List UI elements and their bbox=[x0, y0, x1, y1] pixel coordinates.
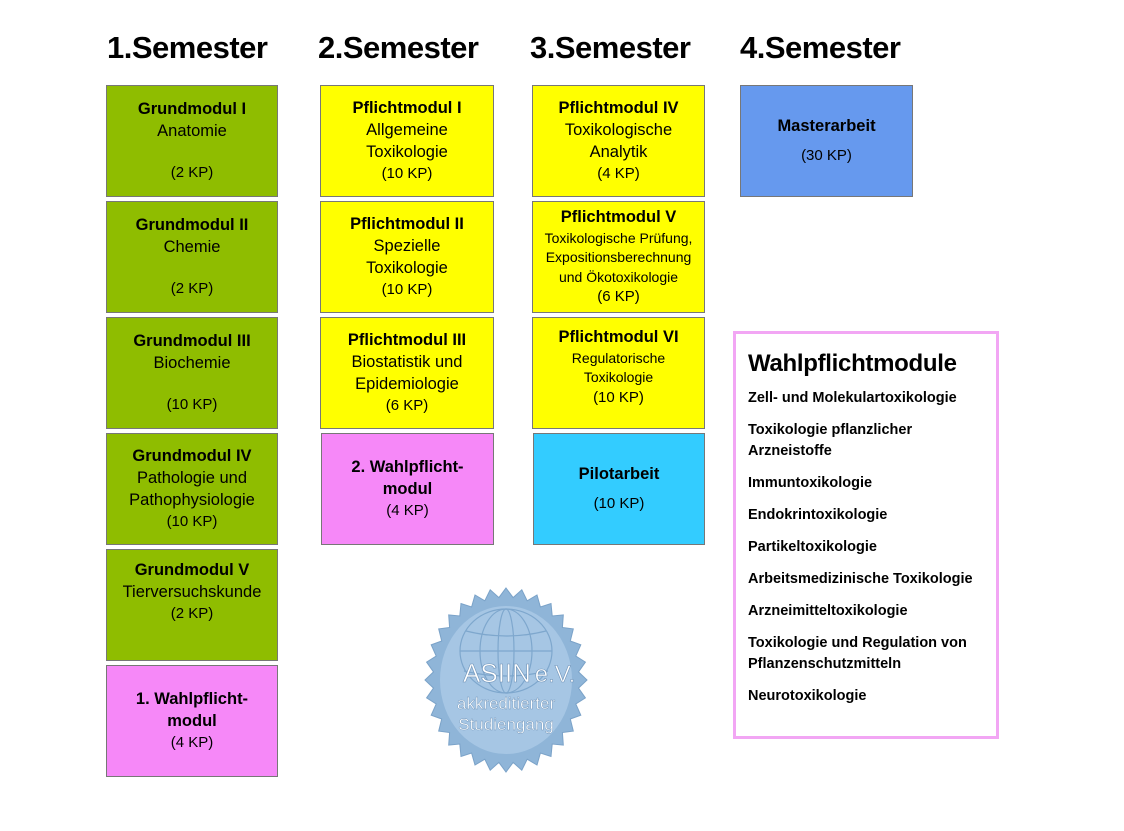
list-item: Arbeitsmedizinische Toxikologie bbox=[748, 571, 973, 587]
module-title: Grundmodul II bbox=[135, 216, 249, 235]
module-masterarbeit bbox=[740, 85, 913, 197]
seal-line-2: Studiengang bbox=[458, 715, 554, 734]
module-credits: (2 KP) bbox=[170, 604, 214, 622]
module-subject: Biostatistik und bbox=[351, 353, 463, 372]
module-credits: (10 KP) bbox=[381, 164, 433, 182]
module-credits: (10 KP) bbox=[381, 280, 433, 298]
module-title: Pflichtmodul III bbox=[347, 331, 467, 350]
module-title: Grundmodul V bbox=[134, 561, 250, 579]
module-credits: (10 KP) bbox=[166, 512, 218, 530]
module-credits: (2 KP) bbox=[170, 279, 214, 297]
wahlpflichtmodule-list bbox=[748, 388, 990, 707]
module-subject: Anatomie bbox=[157, 122, 227, 141]
seal-suffix: e.V. bbox=[534, 661, 576, 688]
list-item: Toxikologie und Regulation von Pflanzenschutzmitteln bbox=[748, 635, 967, 672]
module-title: 1. Wahlpflicht- bbox=[135, 690, 249, 709]
module-subject: Toxikologische bbox=[564, 121, 673, 140]
asiin-accreditation-seal bbox=[424, 587, 588, 773]
wahlpflichtmodule-panel bbox=[733, 331, 999, 739]
module-subject: Toxikologie bbox=[366, 142, 448, 161]
module-grundmodul-4 bbox=[106, 433, 278, 545]
module-wahlpflicht-2 bbox=[321, 433, 494, 545]
module-subject: Toxikologie bbox=[583, 369, 654, 386]
module-grundmodul-2 bbox=[106, 201, 278, 313]
list-item: Neurotoxikologie bbox=[748, 688, 867, 704]
module-grundmodul-5 bbox=[106, 549, 278, 661]
module-title: Grundmodul III bbox=[133, 332, 251, 351]
module-title: Pflichtmodul VI bbox=[558, 328, 679, 346]
list-item: Endokrintoxikologie bbox=[748, 507, 888, 523]
module-title: Masterarbeit bbox=[777, 117, 876, 136]
module-subject: Tierversuchskunde bbox=[122, 582, 262, 601]
module-subject: Expositionsberechnung bbox=[545, 249, 692, 266]
module-pflichtmodul-2 bbox=[320, 201, 494, 313]
module-credits: (30 KP) bbox=[801, 146, 852, 164]
module-grundmodul-3 bbox=[106, 317, 278, 429]
module-subject: Spezielle bbox=[373, 237, 441, 256]
semester-4-heading: 4.Semester bbox=[740, 30, 901, 65]
module-pflichtmodul-6 bbox=[532, 317, 705, 429]
module-pflichtmodul-4 bbox=[532, 85, 705, 197]
list-item: Partikeltoxikologie bbox=[748, 539, 877, 555]
list-item: Zell- und Molekulartoxikologie bbox=[748, 390, 957, 406]
module-credits: (4 KP) bbox=[386, 501, 429, 519]
module-title: 2. Wahlpflicht- bbox=[351, 458, 464, 477]
module-subject: Pathophysiologie bbox=[129, 490, 255, 509]
module-grundmodul-1 bbox=[106, 85, 278, 197]
module-wahlpflicht-1 bbox=[106, 665, 278, 777]
module-pflichtmodul-5 bbox=[532, 201, 705, 313]
module-credits: (4 KP) bbox=[597, 164, 640, 182]
module-subject: und Ökotoxikologie bbox=[558, 268, 679, 285]
module-subject: Allgemeine bbox=[366, 121, 448, 140]
seal-brand: ASIIN bbox=[463, 658, 531, 688]
module-title: Pflichtmodul V bbox=[560, 207, 677, 226]
module-title: Pflichtmodul IV bbox=[558, 99, 679, 118]
module-title: Grundmodul I bbox=[137, 100, 247, 119]
module-title: Pflichtmodul I bbox=[352, 99, 462, 118]
list-item: Arzneimitteltoxikologie bbox=[748, 603, 908, 619]
module-credits: (10 KP) bbox=[593, 388, 644, 406]
wahlpflichtmodule-title: Wahlpflichtmodule bbox=[748, 350, 957, 377]
module-subject: Regulatorische bbox=[571, 349, 666, 366]
semester-1-heading: 1.Semester bbox=[107, 30, 268, 65]
module-title: Pilotarbeit bbox=[578, 465, 660, 484]
module-credits: (4 KP) bbox=[170, 733, 214, 751]
module-credits: (6 KP) bbox=[597, 288, 640, 306]
module-credits: (10 KP) bbox=[593, 494, 645, 512]
semester-2-heading: 2.Semester bbox=[318, 30, 479, 65]
module-subject: Toxikologie bbox=[366, 258, 448, 277]
module-subject: Chemie bbox=[163, 238, 221, 257]
list-item: Immuntoxikologie bbox=[748, 475, 873, 491]
module-subject: Pathologie und bbox=[136, 469, 248, 488]
module-credits: (6 KP) bbox=[385, 396, 429, 414]
seal-line-1: akkreditierter bbox=[456, 694, 556, 713]
module-credits: (2 KP) bbox=[170, 163, 214, 181]
module-title: modul bbox=[167, 712, 217, 731]
module-credits: (10 KP) bbox=[166, 395, 218, 413]
module-pflichtmodul-3 bbox=[320, 317, 494, 429]
module-title: Grundmodul IV bbox=[132, 447, 252, 466]
module-pilotarbeit bbox=[533, 433, 705, 545]
module-subject: Epidemiologie bbox=[355, 374, 459, 393]
module-title: Pflichtmodul II bbox=[350, 215, 464, 234]
semester-3-heading: 3.Semester bbox=[530, 30, 691, 65]
module-subject: Biochemie bbox=[153, 354, 231, 373]
module-title: modul bbox=[382, 480, 433, 499]
list-item: Toxikologie pflanzlicher Arzneistoffe bbox=[748, 422, 913, 459]
module-subject: Analytik bbox=[589, 142, 648, 161]
module-pflichtmodul-1 bbox=[320, 85, 494, 197]
module-subject: Toxikologische Prüfung, bbox=[544, 229, 693, 246]
